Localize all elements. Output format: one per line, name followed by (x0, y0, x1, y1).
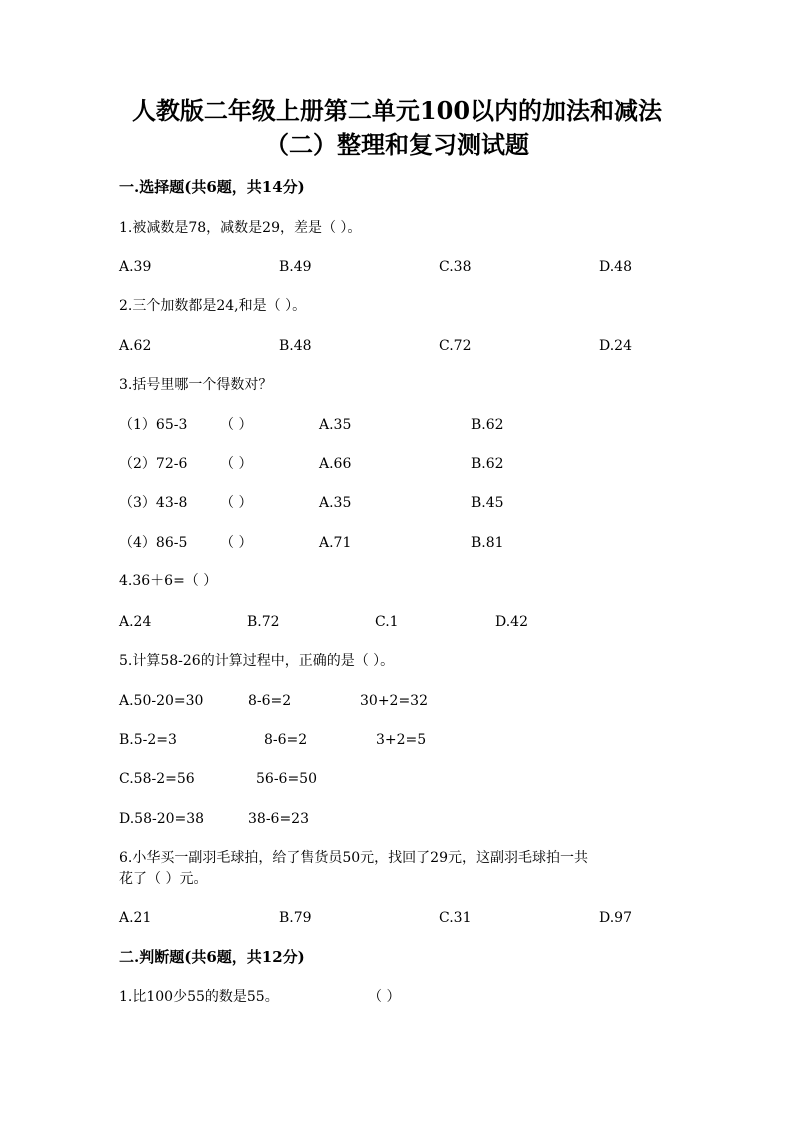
q6-stem-line-1: 6.小华买一副羽毛球拍，给了售货员50元，找回了29元，这副羽毛球拍一共 (119, 850, 588, 866)
q3-row-option-a: A.35 (319, 495, 352, 511)
q6-option-d: D.97 (599, 910, 632, 926)
q3-row-paren: （ ） (220, 456, 253, 472)
q2-stem: 2.三个加数都是24,和是（ ）。 (119, 298, 307, 314)
j1-answer-paren: （ ） (368, 989, 401, 1005)
q4-stem: 4.36＋6=（ ） (119, 573, 218, 589)
section-choice-heading: 一.选择题(共6题，共14分) (119, 178, 305, 196)
title-line-2: （二）整理和复习测试题 (265, 130, 529, 159)
q5-stem: 5.计算58-26的计算过程中，正确的是（ ）。 (119, 653, 395, 669)
q5-option-a-step2: 8-6=2 (248, 693, 292, 709)
q3-row-paren: （ ） (220, 535, 253, 551)
q5-option-d-step2: 38-6=23 (248, 811, 309, 827)
q5-option-b-step2: 8-6=2 (264, 732, 308, 748)
q5-option-d-step1: D.58-20=38 (119, 811, 205, 827)
q6-option-b: B.79 (279, 910, 312, 926)
q3-row-option-b: B.81 (471, 535, 504, 551)
q3-row-expr: （3）43-8 (119, 495, 188, 511)
q3-row-expr: （4）86-5 (119, 535, 188, 551)
q1-option-c: C.38 (439, 259, 472, 275)
q3-row-option-a: A.66 (319, 456, 352, 472)
q2-option-c: C.72 (439, 338, 472, 354)
q3-row-option-a: A.71 (319, 535, 352, 551)
q3-row-option-b: B.62 (471, 417, 504, 433)
q3-stem: 3.括号里哪一个得数对？ (119, 377, 273, 393)
q4-option-a: A.24 (119, 614, 152, 630)
q3-row-paren: （ ） (220, 495, 253, 511)
q5-option-b-step1: B.5-2=3 (119, 732, 177, 748)
q3-row-paren: （ ） (220, 417, 253, 433)
q4-option-d: D.42 (495, 614, 528, 630)
q5-option-c-step2: 56-6=50 (256, 771, 317, 787)
q6-option-c: C.31 (439, 910, 472, 926)
q3-row-option-b: B.45 (471, 495, 504, 511)
title-line-1: 人教版二年级上册第二单元100以内的加法和减法 (131, 96, 663, 125)
q1-option-a: A.39 (119, 259, 152, 275)
q3-row-expr: （1）65-3 (119, 417, 188, 433)
q3-row-expr: （2）72-6 (119, 456, 188, 472)
q5-option-a-step1: A.50-20=30 (119, 693, 204, 709)
q4-option-c: C.1 (375, 614, 399, 630)
section-judge-heading: 二.判断题(共6题，共12分) (119, 948, 305, 966)
q5-option-c-step1: C.58-2=56 (119, 771, 195, 787)
q2-option-d: D.24 (599, 338, 632, 354)
j1-stem: 1.比100少55的数是55。 (119, 989, 279, 1005)
q1-stem: 1.被减数是78，减数是29，差是（ ）。 (119, 220, 362, 236)
q5-option-b-step3: 3+2=5 (376, 732, 427, 748)
q6-option-a: A.21 (119, 910, 152, 926)
q1-option-d: D.48 (599, 259, 632, 275)
q5-option-a-step3: 30+2=32 (360, 693, 428, 709)
q3-row-option-b: B.62 (471, 456, 504, 472)
q6-stem-line-2: 花了（ ）元。 (119, 871, 208, 887)
q3-row-option-a: A.35 (319, 417, 352, 433)
q2-option-b: B.48 (279, 338, 312, 354)
q4-option-b: B.72 (247, 614, 280, 630)
q2-option-a: A.62 (119, 338, 152, 354)
q1-option-b: B.49 (279, 259, 312, 275)
